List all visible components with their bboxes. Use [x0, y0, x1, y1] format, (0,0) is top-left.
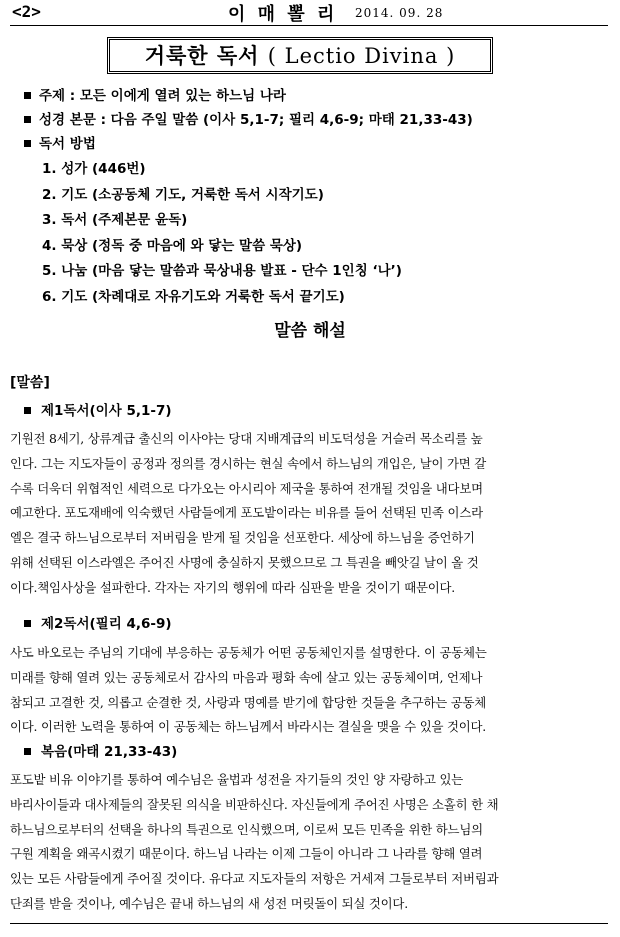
bullet-square-icon	[24, 140, 31, 147]
scripture-text: 성경 본문 : 다음 주일 말씀 (이사 5,1-7; 필리 4,6-9; 마태 21,33-43)	[39, 112, 473, 128]
header-divider	[10, 25, 608, 26]
paragraph-line: 사도 바오로는 주님의 기대에 부응하는 공동체가 어떤 공동체인지를 설명한다. 이 공동체는	[10, 645, 487, 660]
bullet-square-icon	[24, 748, 31, 755]
theme-row	[20, 84, 600, 108]
paragraph-line: 있는 모든 사람들에게 주어질 것이다. 유다교 지도자들의 저항은 거세져 그들로부터 저버림과	[10, 871, 499, 887]
page-number: <2>	[12, 2, 41, 21]
method-label: 독서 방법	[39, 136, 96, 152]
sub-label: [말씀]	[10, 375, 50, 391]
reading-paragraph-second	[10, 641, 608, 740]
reading-paragraph-first	[10, 427, 608, 601]
paragraph-line: 이다.책임사상을 설파한다. 각자는 자기의 행위에 따라 심판을 받을 것이기 때문이다.	[10, 579, 456, 595]
method-row	[20, 132, 600, 156]
footer-divider	[10, 923, 608, 924]
section-title: 말씀 해설	[274, 321, 346, 341]
step-item: 6. 기도 (차례대로 자유기도와 거룩한 독서 끝기도)	[42, 288, 345, 305]
title-box	[107, 37, 493, 74]
page-title	[110, 40, 490, 73]
reading-heading-second	[20, 612, 172, 632]
newsletter-name: 이 매 뽈 리	[228, 4, 338, 25]
method-steps	[42, 157, 602, 310]
bullet-square-icon	[24, 620, 31, 627]
paragraph-line: 이다. 이러한 노력을 통하여 이 공동체는 하느님께서 바라시는 결실을 맺을 수 있을 것이다.	[10, 719, 487, 735]
theme-text: 주제 : 모든 이에게 열려 있는 하느님 나라	[39, 88, 286, 104]
paragraph-line: 인다. 그는 지도자들이 공정과 정의를 경시하는 현실 속에서 하느님의 개입은, 날이 가면 갈	[10, 455, 487, 471]
step-item: 4. 묵상 (정독 중 마음에 와 닿는 말씀 묵상)	[42, 237, 303, 254]
issue-date: 2014. 09. 28	[355, 6, 444, 20]
paragraph-line: 구원 계획을 왜곡시켰기 때문이다. 하느님 나라는 이제 그들이 아니라 그 나라를 향해 열려	[10, 846, 483, 862]
reading-meta	[20, 84, 600, 156]
paragraph-line: 포도밭 비유 이야기를 통하여 예수님은 율법과 성전을 자기들의 것인 양 자랑하고 있는	[10, 772, 464, 787]
step-item: 5. 나눔 (마음 닿는 말씀과 묵상내용 발표 - 단수 1인칭 ‘나’)	[42, 263, 402, 279]
title-latin: ( Lectio Divina )	[267, 44, 456, 68]
bullet-square-icon	[24, 407, 31, 414]
reading-heading-first	[20, 399, 172, 419]
paragraph-line: 하느님으로부터의 선택을 하나의 특권으로 인식했으며, 이로써 모든 민족을 위한 하느님의	[10, 821, 483, 837]
paragraph-line: 수록 더욱더 위협적인 세력으로 다가오는 아시리아 제국을 통하여 전개될 것임을 내다보며	[10, 480, 483, 496]
paragraph-line: 단죄를 받을 것이나, 예수님은 끝내 하느님의 새 성전 머릿돌이 되실 것이다.	[10, 895, 408, 911]
paragraph-line: 위해 선택된 이스라엘은 주어진 사명에 충실하지 못했으므로 그 특권을 빼앗길 날이 올 것	[10, 554, 479, 570]
reading-heading-text: 제2독서(필리 4,6-9)	[41, 616, 172, 632]
title-korean: 거룩한 독서	[144, 44, 260, 68]
bullet-square-icon	[24, 116, 31, 123]
step-item: 3. 독서 (주제본문 윤독)	[42, 212, 188, 228]
paragraph-line: 기원전 8세기, 상류계급 출신의 이사야는 당대 지배계급의 비도덕성을 거슬러 목소리를 높	[10, 431, 483, 446]
paragraph-line: 예고한다. 포도재배에 익숙했던 사람들에게 포도밭이라는 비유를 들어 선택된 민족 이스라	[10, 505, 483, 521]
scripture-row	[20, 108, 600, 132]
step-item: 1. 성가 (446번)	[42, 161, 146, 177]
reading-heading-text: 제1독서(이사 5,1-7)	[41, 403, 172, 419]
reading-heading-gospel	[20, 740, 177, 760]
paragraph-line: 미래를 향해 열려 있는 공동체로서 감사의 마음과 평화 속에 살고 있는 공동체이며, 언제나	[10, 669, 483, 685]
page-header	[10, 0, 610, 26]
paragraph-line: 엘은 결국 하느님으로부터 저버림을 받게 될 것임을 선포한다. 세상에 하느님을 증언하기	[10, 530, 475, 546]
reading-paragraph-gospel	[10, 768, 608, 917]
bullet-square-icon	[24, 92, 31, 99]
paragraph-line: 참되고 고결한 것, 의롭고 순결한 것, 사랑과 명예를 받기에 합당한 것들을 추구하는 공동체	[10, 694, 487, 710]
reading-heading-text: 복음(마태 21,33-43)	[41, 744, 178, 760]
paragraph-line: 바리사이들과 대사제들의 잘못된 의식을 비판하신다. 자신들에게 주어진 사명은 소홀히 한 채	[10, 796, 499, 812]
step-item: 2. 기도 (소공동체 기도, 거룩한 독서 시작기도)	[42, 186, 324, 203]
